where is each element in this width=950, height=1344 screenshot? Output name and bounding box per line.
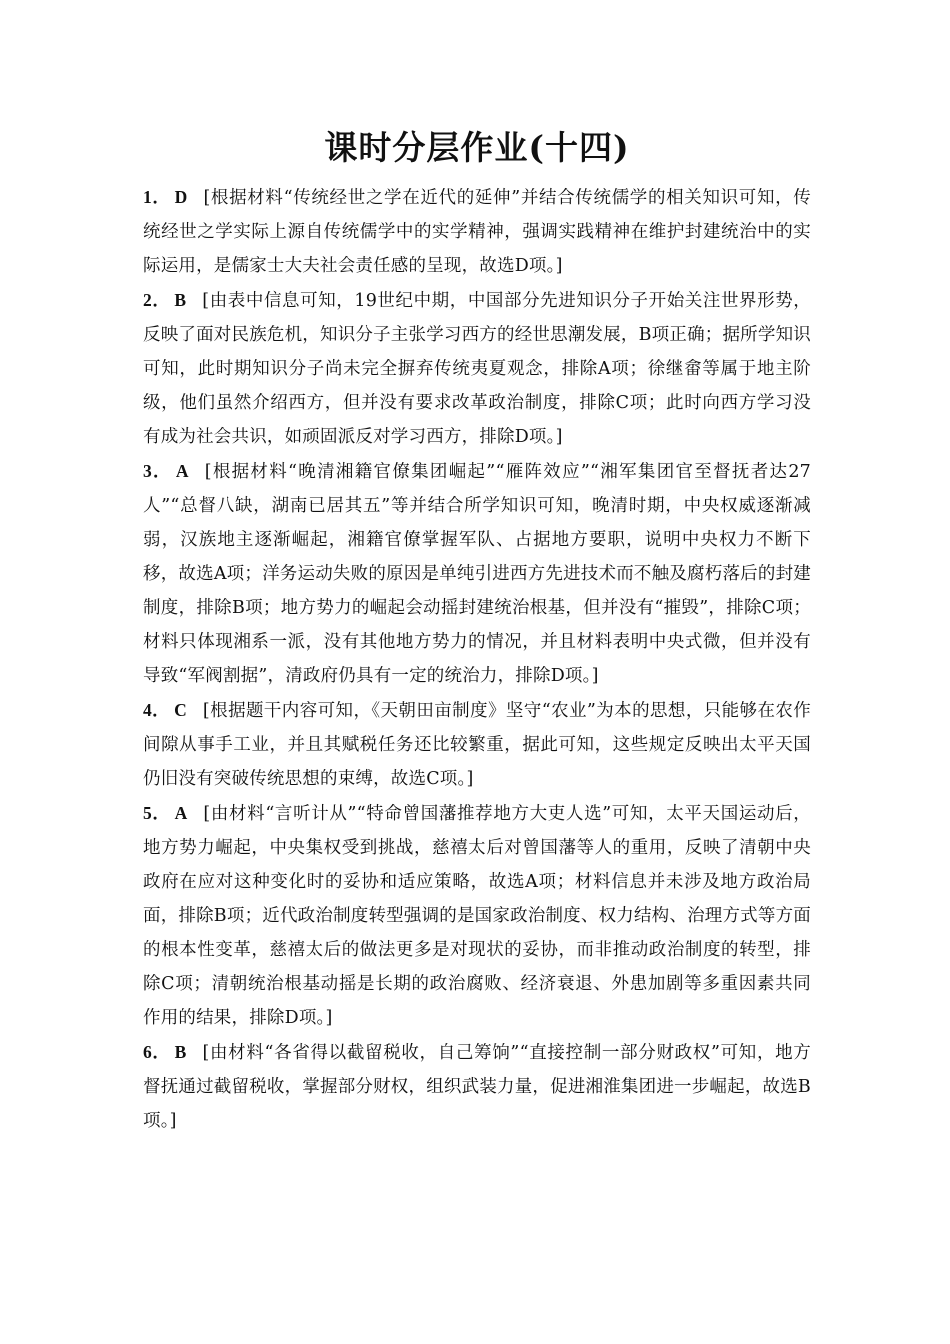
answer-item <box>143 693 811 796</box>
item-number: 4． <box>143 700 171 720</box>
item-explanation: [根据题干内容可知，《天朝田亩制度》坚守“农业”为本的思想，只能够在农作间隙从事手工业，并且其赋税任务还比较繁重，据此可知，这些规定反映出太平天国仍旧没有突破传统思想的束缚，故选C项。] <box>143 701 811 789</box>
document-page <box>143 120 811 1138</box>
item-explanation: [由材料“各省得以截留税收，自己筹饷”“直接控制一部分财政权”可知，地方督抚通过截留税收，掌握部分财权，组织武装力量，促进湘淮集团进一步崛起，故选B项。] <box>143 1043 811 1131</box>
item-explanation: [根据材料“晚清湘籍官僚集团崛起”“雁阵效应”“湘军集团官至督抚者达27人”“总督八缺，湖南已居其五”等并结合所学知识可知，晚清时期，中央权威逐渐减弱，汉族地主逐渐崛起，湘籍官僚掌握军队、占据地方要职，说明中央权力不断下移，故选A项；洋务运动失败的原因是单纯引进西方先进技术而不触及腐朽落后的封建制度，排除B项；地方势力的崛起会动摇封建统治根基，但并没有“摧毁”，排除C项；材料只体现湘系一派，没有其他地方势力的情况，并且材料表明中央式微，但并没有导致“军阀割据”，清政府仍具有一定的统治力，排除D项。] <box>143 462 811 686</box>
item-answer: B <box>174 1042 187 1062</box>
answer-item <box>143 180 811 283</box>
answer-item <box>143 796 811 1035</box>
answer-item <box>143 283 811 454</box>
item-explanation: [由材料“言听计从”“特命曾国藩推荐地方大吏人选”可知，太平天国运动后，地方势力崛起，中央集权受到挑战，慈禧太后对曾国藩等人的重用，反映了清朝中央政府在应对这种变化时的妥协和适应策略，故选A项；材料信息并未涉及地方政治局面，排除B项；近代政治制度转型强调的是国家政治制度、权力结构、治理方式等方面的根本性变革，慈禧太后的做法更多是对现状的妥协，而非推动政治制度的转型，排除C项；清朝统治根基动摇是长期的政治腐败、经济衰退、外患加剧等多重因素共同作用的结果，排除D项。] <box>143 804 812 1028</box>
answer-item <box>143 454 811 693</box>
answer-item <box>143 1035 811 1138</box>
item-number: 3． <box>143 461 172 481</box>
item-answer: D <box>174 187 188 207</box>
item-answer: A <box>174 803 188 823</box>
item-number: 2． <box>143 290 171 310</box>
item-answer: B <box>174 290 187 310</box>
item-number: 1． <box>143 187 171 207</box>
item-explanation: [由表中信息可知，19世纪中期，中国部分先进知识分子开始关注世界形势，反映了面对民族危机，知识分子主张学习西方的经世思潮发展，B项正确；据所学知识可知，此时期知识分子尚未完全摒弃传统夷夏观念，排除A项；徐继畲等属于地主阶级，他们虽然介绍西方，但并没有要求改革政治制度，排除C项；此时向西方学习没有成为社会共识，如顽固派反对学习西方，排除D项。] <box>143 291 812 447</box>
page-title: 课时分层作业(十四) <box>324 128 630 167</box>
item-answer: A <box>175 461 189 481</box>
item-answer: C <box>174 700 187 720</box>
item-number: 5． <box>143 803 171 823</box>
item-number: 6． <box>143 1042 171 1062</box>
item-explanation: [根据材料“传统经世之学在近代的延伸”并结合传统儒学的相关知识可知，传统经世之学实际上源自传统儒学中的实学精神，强调实践精神在维护封建统治中的实际运用，是儒家士大夫社会责任感的呈现，故选D项。] <box>143 188 812 276</box>
